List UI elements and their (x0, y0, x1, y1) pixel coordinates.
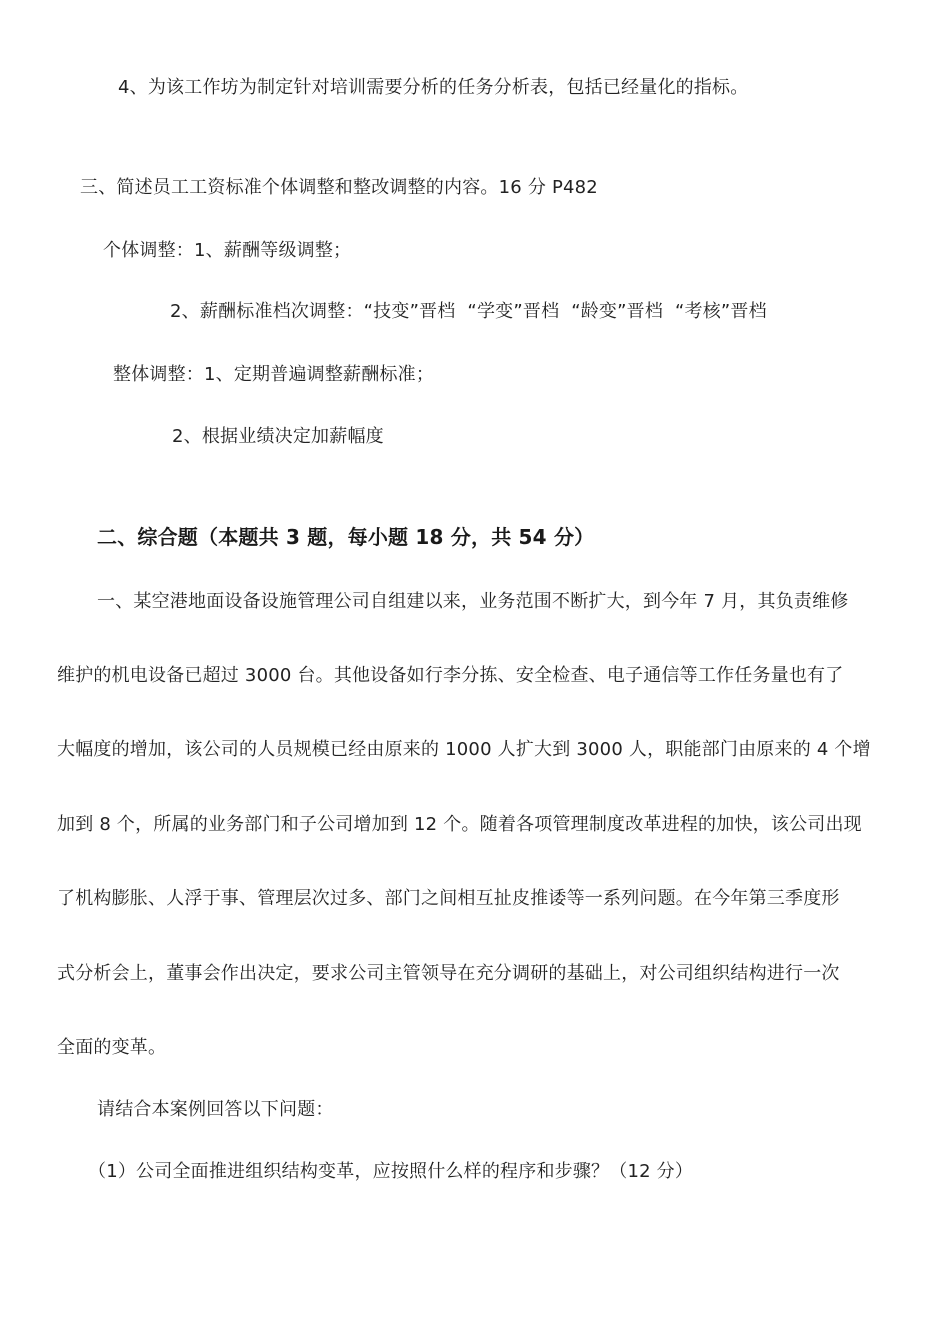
list-item-4: 4、为该工作坊为制定针对培训需要分析的任务分析表，包括已经量化的指标。 (118, 77, 749, 98)
overall-adjustment-2: 2、根据业绩决定加薪幅度 (172, 426, 384, 447)
case-paragraph-line: 式分析会上，董事会作出决定，要求公司主管领导在充分调研的基础上，对公司组织结构进行一次 (57, 963, 840, 984)
case-paragraph-line: 了机构膨胀、人浮于事、管理层次过多、部门之间相互扯皮推诿等一系列问题。在今年第三季度形 (57, 888, 840, 909)
case-paragraph-line: 加到 8 个，所属的业务部门和子公司增加到 12 个。随着各项管理制度改革进程的加快，该公司出现 (57, 814, 862, 835)
case-paragraph-line: 全面的变革。 (57, 1037, 167, 1058)
question-1: （1）公司全面推进组织结构变革，应按照什么样的程序和步骤？（12 分） (88, 1161, 694, 1182)
individual-adjustment-1: 个体调整：1、薪酬等级调整； (103, 240, 352, 261)
overall-adjustment-1: 整体调整：1、定期普遍调整薪酬标准； (113, 364, 435, 385)
section-two-heading: 二、综合题（本题共 3 题，每小题 18 分，共 54 分） (97, 525, 595, 549)
individual-adjustment-2: 2、薪酬标准档次调整：“技变”晋档 “学变”晋档 “龄变”晋档 “考核”晋档 (170, 301, 767, 322)
case-paragraph-line: 大幅度的增加，该公司的人员规模已经由原来的 1000 人扩大到 3000 人，职能部门由原来的 4 个增 (57, 739, 871, 760)
case-paragraph-line: 一、某空港地面设备设施管理公司自组建以来，业务范围不断扩大，到今年 7 月，其负责维修 (97, 591, 849, 612)
section-three-title: 三、简述员工工资标准个体调整和整改调整的内容。16 分 P482 (80, 177, 598, 198)
question-prompt: 请结合本案例回答以下问题： (97, 1099, 334, 1120)
case-paragraph-line: 维护的机电设备已超过 3000 台。其他设备如行李分拣、安全检查、电子通信等工作任务量也有了 (57, 665, 844, 686)
